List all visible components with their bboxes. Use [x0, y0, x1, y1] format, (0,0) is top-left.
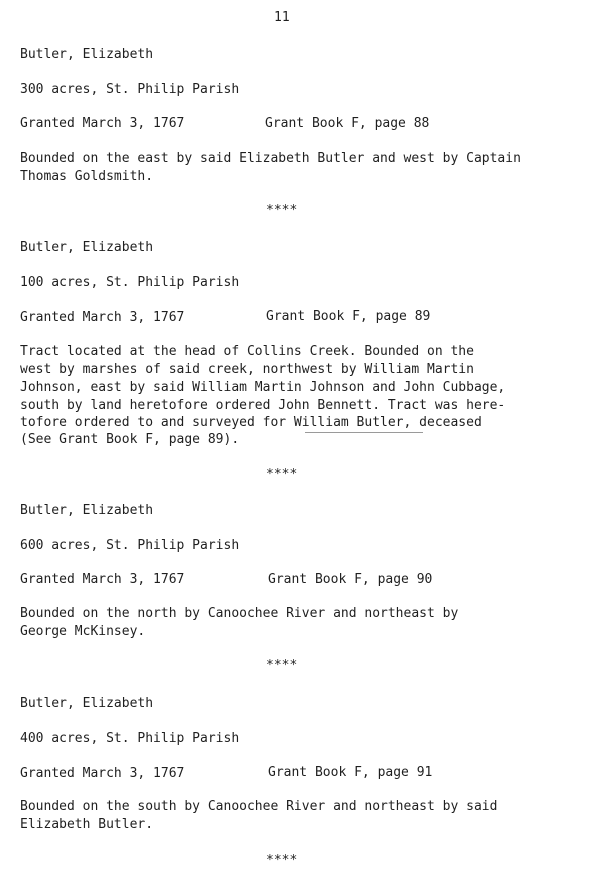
page-number: 11: [274, 10, 290, 25]
entry-desc-line: south by land heretofore ordered John Bennett. Tract was here-: [20, 398, 506, 413]
entry-book: Grant Book F, page 91: [268, 765, 433, 780]
entry-granted: Granted March 3, 1767: [20, 310, 185, 325]
entry-acres: 400 acres, St. Philip Parish: [20, 731, 240, 746]
entry-desc-line: Bounded on the south by Canoochee River and northeast by said: [20, 799, 498, 814]
entry-acres: 600 acres, St. Philip Parish: [20, 538, 240, 553]
entry-name: Butler, Elizabeth: [20, 240, 154, 255]
entry-book: Grant Book F, page 90: [268, 572, 433, 587]
entry-name: Butler, Elizabeth: [20, 47, 154, 62]
entry-granted: Granted March 3, 1767: [20, 116, 185, 131]
pencil-underline: [305, 432, 423, 433]
entry-name: Butler, Elizabeth: [20, 696, 154, 711]
entry-name: Butler, Elizabeth: [20, 503, 154, 518]
entry-book: Grant Book F, page 89: [266, 309, 431, 324]
entry-desc-line: (See Grant Book F, page 89).: [20, 432, 240, 447]
entry-granted: Granted March 3, 1767: [20, 766, 185, 781]
entry-desc-line: Thomas Goldsmith.: [20, 169, 154, 184]
entry-book: Grant Book F, page 88: [265, 116, 430, 131]
entry-desc-line: west by marshes of said creek, northwest by William Martin: [20, 362, 474, 377]
entry-separator: ****: [266, 658, 298, 673]
entry-acres: 100 acres, St. Philip Parish: [20, 275, 240, 290]
entry-acres: 300 acres, St. Philip Parish: [20, 82, 240, 97]
entry-separator: ****: [266, 203, 298, 218]
entry-desc-line: tofore ordered to and surveyed for William Butler, deceased: [20, 415, 482, 430]
entry-desc-line: Johnson, east by said William Martin Johnson and John Cubbage,: [20, 380, 506, 395]
entry-separator: ****: [266, 467, 298, 482]
entry-desc-line: Bounded on the north by Canoochee River and northeast by: [20, 606, 459, 621]
entry-desc-line: George McKinsey.: [20, 624, 146, 639]
entry-desc-line: Elizabeth Butler.: [20, 817, 154, 832]
entry-granted: Granted March 3, 1767: [20, 572, 185, 587]
entry-desc-line: Bounded on the east by said Elizabeth Butler and west by Captain: [20, 151, 521, 166]
entry-desc-line: Tract located at the head of Collins Creek. Bounded on the: [20, 344, 474, 359]
entry-separator: ****: [266, 853, 298, 868]
